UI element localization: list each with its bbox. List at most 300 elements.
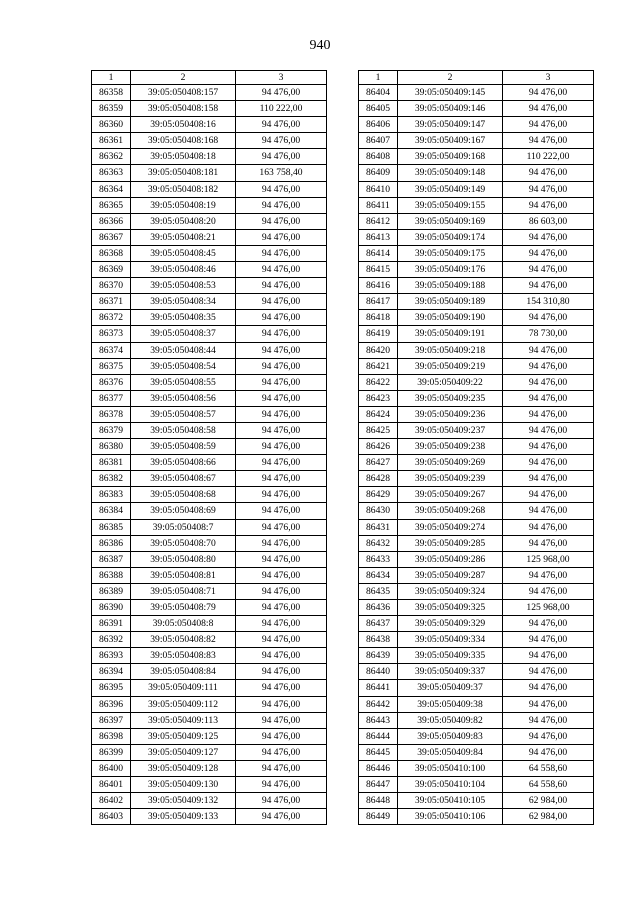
row-number: 86381 bbox=[92, 455, 131, 471]
page-number: 940 bbox=[309, 38, 331, 53]
cadastral-id: 39:05:050408:56 bbox=[131, 390, 236, 406]
cadastral-id: 39:05:050409:155 bbox=[398, 197, 503, 213]
table-row bbox=[359, 471, 594, 487]
cadastral-value: 94 476,00 bbox=[236, 229, 327, 245]
cadastral-value: 94 476,00 bbox=[236, 213, 327, 229]
table-row bbox=[92, 165, 327, 181]
cadastral-id: 39:05:050409:169 bbox=[398, 213, 503, 229]
table-row bbox=[92, 744, 327, 760]
table-row bbox=[92, 487, 327, 503]
cadastral-id: 39:05:050408:157 bbox=[131, 85, 236, 101]
table-row bbox=[92, 696, 327, 712]
table-row bbox=[92, 85, 327, 101]
cadastral-value: 94 476,00 bbox=[236, 197, 327, 213]
cadastral-id: 39:05:050409:148 bbox=[398, 165, 503, 181]
cadastral-id: 39:05:050408:68 bbox=[131, 487, 236, 503]
row-number: 86428 bbox=[359, 471, 398, 487]
cadastral-value: 94 476,00 bbox=[503, 439, 594, 455]
row-number: 86448 bbox=[359, 793, 398, 809]
cadastral-value: 94 476,00 bbox=[503, 117, 594, 133]
cadastral-value: 94 476,00 bbox=[236, 551, 327, 567]
cadastral-value: 94 476,00 bbox=[503, 197, 594, 213]
row-number: 86410 bbox=[359, 181, 398, 197]
cadastral-value: 94 476,00 bbox=[236, 85, 327, 101]
cadastral-id: 39:05:050409:83 bbox=[398, 728, 503, 744]
table-row bbox=[92, 632, 327, 648]
cadastral-id: 39:05:050408:168 bbox=[131, 133, 236, 149]
cadastral-value: 94 476,00 bbox=[503, 245, 594, 261]
table-row bbox=[359, 583, 594, 599]
cadastral-value: 94 476,00 bbox=[236, 374, 327, 390]
row-number: 86361 bbox=[92, 133, 131, 149]
cadastral-id: 39:05:050409:127 bbox=[131, 744, 236, 760]
row-number: 86445 bbox=[359, 744, 398, 760]
cadastral-id: 39:05:050409:237 bbox=[398, 422, 503, 438]
cadastral-value: 94 476,00 bbox=[503, 535, 594, 551]
cadastral-id: 39:05:050408:19 bbox=[131, 197, 236, 213]
cadastral-id: 39:05:050408:158 bbox=[131, 101, 236, 117]
table-row bbox=[92, 503, 327, 519]
row-number: 86432 bbox=[359, 535, 398, 551]
row-number: 86444 bbox=[359, 728, 398, 744]
cadastral-value: 110 222,00 bbox=[236, 101, 327, 117]
table-row bbox=[359, 535, 594, 551]
cadastral-id: 39:05:050409:239 bbox=[398, 471, 503, 487]
row-number: 86383 bbox=[92, 487, 131, 503]
cadastral-id: 39:05:050409:219 bbox=[398, 358, 503, 374]
row-number: 86433 bbox=[359, 551, 398, 567]
table-row bbox=[92, 358, 327, 374]
cadastral-id: 39:05:050408:71 bbox=[131, 583, 236, 599]
cadastral-value: 94 476,00 bbox=[503, 342, 594, 358]
cadastral-id: 39:05:050409:267 bbox=[398, 487, 503, 503]
cadastral-value: 94 476,00 bbox=[503, 632, 594, 648]
cadastral-value: 94 476,00 bbox=[503, 455, 594, 471]
row-number: 86388 bbox=[92, 567, 131, 583]
cadastral-value: 94 476,00 bbox=[503, 728, 594, 744]
cadastral-id: 39:05:050408:58 bbox=[131, 422, 236, 438]
row-number: 86362 bbox=[92, 149, 131, 165]
cadastral-value: 94 476,00 bbox=[503, 422, 594, 438]
cadastral-id: 39:05:050409:235 bbox=[398, 390, 503, 406]
row-number: 86447 bbox=[359, 777, 398, 793]
row-number: 86400 bbox=[92, 760, 131, 776]
table-row bbox=[359, 503, 594, 519]
row-number: 86374 bbox=[92, 342, 131, 358]
cadastral-id: 39:05:050409:174 bbox=[398, 229, 503, 245]
table-row bbox=[92, 213, 327, 229]
row-number: 86405 bbox=[359, 101, 398, 117]
cadastral-value: 94 476,00 bbox=[503, 680, 594, 696]
cadastral-value: 62 984,00 bbox=[503, 809, 594, 825]
table-header-row bbox=[359, 71, 594, 85]
cadastral-id: 39:05:050408:181 bbox=[131, 165, 236, 181]
cadastral-value: 94 476,00 bbox=[236, 422, 327, 438]
cadastral-id: 39:05:050409:238 bbox=[398, 439, 503, 455]
row-number: 86371 bbox=[92, 294, 131, 310]
table-row bbox=[92, 439, 327, 455]
cadastral-value: 94 476,00 bbox=[503, 744, 594, 760]
table-row bbox=[359, 760, 594, 776]
cadastral-id: 39:05:050409:130 bbox=[131, 777, 236, 793]
cadastral-value: 94 476,00 bbox=[236, 294, 327, 310]
cadastral-value: 94 476,00 bbox=[236, 278, 327, 294]
column-header-value: 3 bbox=[236, 71, 327, 85]
cadastral-value: 94 476,00 bbox=[236, 712, 327, 728]
cadastral-id: 39:05:050410:104 bbox=[398, 777, 503, 793]
row-number: 86416 bbox=[359, 278, 398, 294]
table-row bbox=[92, 149, 327, 165]
cadastral-id: 39:05:050408:45 bbox=[131, 245, 236, 261]
row-number: 86404 bbox=[359, 85, 398, 101]
row-number: 86449 bbox=[359, 809, 398, 825]
row-number: 86402 bbox=[92, 793, 131, 809]
table-row bbox=[359, 85, 594, 101]
table-row bbox=[92, 294, 327, 310]
cadastral-id: 39:05:050409:22 bbox=[398, 374, 503, 390]
table-row bbox=[359, 680, 594, 696]
cadastral-value: 94 476,00 bbox=[236, 793, 327, 809]
cadastral-table-left bbox=[91, 70, 327, 825]
cadastral-id: 39:05:050409:132 bbox=[131, 793, 236, 809]
cadastral-value: 94 476,00 bbox=[236, 777, 327, 793]
cadastral-value: 94 476,00 bbox=[236, 503, 327, 519]
cadastral-value: 94 476,00 bbox=[236, 455, 327, 471]
cadastral-id: 39:05:050409:111 bbox=[131, 680, 236, 696]
row-number: 86378 bbox=[92, 406, 131, 422]
table-row bbox=[92, 680, 327, 696]
table-row bbox=[92, 567, 327, 583]
row-number: 86413 bbox=[359, 229, 398, 245]
row-number: 86420 bbox=[359, 342, 398, 358]
table-row bbox=[359, 358, 594, 374]
table-row bbox=[359, 229, 594, 245]
table-row bbox=[359, 744, 594, 760]
row-number: 86437 bbox=[359, 616, 398, 632]
row-number: 86390 bbox=[92, 600, 131, 616]
row-number: 86382 bbox=[92, 471, 131, 487]
cadastral-id: 39:05:050409:269 bbox=[398, 455, 503, 471]
cadastral-value: 110 222,00 bbox=[503, 149, 594, 165]
column-header-value: 3 bbox=[503, 71, 594, 85]
row-number: 86443 bbox=[359, 712, 398, 728]
cadastral-id: 39:05:050408:35 bbox=[131, 310, 236, 326]
table-row bbox=[92, 551, 327, 567]
cadastral-value: 94 476,00 bbox=[503, 358, 594, 374]
table-row bbox=[359, 422, 594, 438]
cadastral-value: 78 730,00 bbox=[503, 326, 594, 342]
table-row bbox=[359, 600, 594, 616]
row-number: 86427 bbox=[359, 455, 398, 471]
table-row bbox=[92, 326, 327, 342]
row-number: 86396 bbox=[92, 696, 131, 712]
table-row bbox=[359, 696, 594, 712]
cadastral-id: 39:05:050408:59 bbox=[131, 439, 236, 455]
row-number: 86372 bbox=[92, 310, 131, 326]
table-row bbox=[92, 117, 327, 133]
cadastral-id: 39:05:050408:83 bbox=[131, 648, 236, 664]
cadastral-value: 94 476,00 bbox=[236, 616, 327, 632]
cadastral-value: 94 476,00 bbox=[236, 583, 327, 599]
row-number: 86399 bbox=[92, 744, 131, 760]
table-row bbox=[359, 133, 594, 149]
table-row bbox=[92, 197, 327, 213]
cadastral-id: 39:05:050409:145 bbox=[398, 85, 503, 101]
row-number: 86436 bbox=[359, 600, 398, 616]
cadastral-id: 39:05:050409:285 bbox=[398, 535, 503, 551]
table-row bbox=[92, 133, 327, 149]
column-header-number: 1 bbox=[92, 71, 131, 85]
cadastral-value: 86 603,00 bbox=[503, 213, 594, 229]
row-number: 86377 bbox=[92, 390, 131, 406]
row-number: 86434 bbox=[359, 567, 398, 583]
cadastral-value: 94 476,00 bbox=[236, 406, 327, 422]
row-number: 86358 bbox=[92, 85, 131, 101]
row-number: 86415 bbox=[359, 262, 398, 278]
table-row bbox=[359, 487, 594, 503]
table-row bbox=[359, 342, 594, 358]
table-row bbox=[92, 406, 327, 422]
cadastral-id: 39:05:050409:84 bbox=[398, 744, 503, 760]
cadastral-value: 125 968,00 bbox=[503, 600, 594, 616]
row-number: 86426 bbox=[359, 439, 398, 455]
table-row bbox=[359, 101, 594, 117]
cadastral-id: 39:05:050408:70 bbox=[131, 535, 236, 551]
table-row bbox=[359, 728, 594, 744]
column-header-cadastral-id: 2 bbox=[131, 71, 236, 85]
cadastral-value: 94 476,00 bbox=[503, 567, 594, 583]
row-number: 86367 bbox=[92, 229, 131, 245]
table-row bbox=[92, 342, 327, 358]
row-number: 86411 bbox=[359, 197, 398, 213]
cadastral-value: 94 476,00 bbox=[236, 149, 327, 165]
table-row bbox=[92, 600, 327, 616]
table-row bbox=[359, 793, 594, 809]
cadastral-id: 39:05:050408:46 bbox=[131, 262, 236, 278]
table-row bbox=[359, 551, 594, 567]
cadastral-value: 94 476,00 bbox=[236, 632, 327, 648]
cadastral-value: 94 476,00 bbox=[503, 696, 594, 712]
table-row bbox=[92, 422, 327, 438]
cadastral-value: 64 558,60 bbox=[503, 777, 594, 793]
row-number: 86407 bbox=[359, 133, 398, 149]
row-number: 86397 bbox=[92, 712, 131, 728]
row-number: 86418 bbox=[359, 310, 398, 326]
row-number: 86366 bbox=[92, 213, 131, 229]
cadastral-value: 94 476,00 bbox=[236, 117, 327, 133]
cadastral-id: 39:05:050409:175 bbox=[398, 245, 503, 261]
table-row bbox=[359, 197, 594, 213]
cadastral-id: 39:05:050409:268 bbox=[398, 503, 503, 519]
row-number: 86384 bbox=[92, 503, 131, 519]
cadastral-value: 94 476,00 bbox=[503, 712, 594, 728]
row-number: 86375 bbox=[92, 358, 131, 374]
cadastral-value: 94 476,00 bbox=[503, 165, 594, 181]
cadastral-id: 39:05:050409:168 bbox=[398, 149, 503, 165]
cadastral-id: 39:05:050408:79 bbox=[131, 600, 236, 616]
cadastral-value: 94 476,00 bbox=[503, 648, 594, 664]
cadastral-value: 94 476,00 bbox=[236, 760, 327, 776]
table-row bbox=[359, 310, 594, 326]
cadastral-id: 39:05:050409:329 bbox=[398, 616, 503, 632]
cadastral-value: 94 476,00 bbox=[236, 342, 327, 358]
cadastral-id: 39:05:050410:105 bbox=[398, 793, 503, 809]
cadastral-id: 39:05:050409:128 bbox=[131, 760, 236, 776]
cadastral-value: 94 476,00 bbox=[236, 181, 327, 197]
cadastral-value: 94 476,00 bbox=[236, 262, 327, 278]
row-number: 86376 bbox=[92, 374, 131, 390]
cadastral-value: 94 476,00 bbox=[236, 487, 327, 503]
row-number: 86386 bbox=[92, 535, 131, 551]
table-row bbox=[359, 648, 594, 664]
row-number: 86385 bbox=[92, 519, 131, 535]
row-number: 86359 bbox=[92, 101, 131, 117]
table-row bbox=[92, 101, 327, 117]
row-number: 86430 bbox=[359, 503, 398, 519]
cadastral-value: 94 476,00 bbox=[236, 390, 327, 406]
cadastral-id: 39:05:050408:55 bbox=[131, 374, 236, 390]
table-row bbox=[359, 455, 594, 471]
cadastral-id: 39:05:050409:38 bbox=[398, 696, 503, 712]
row-number: 86373 bbox=[92, 326, 131, 342]
row-number: 86401 bbox=[92, 777, 131, 793]
row-number: 86408 bbox=[359, 149, 398, 165]
row-number: 86365 bbox=[92, 197, 131, 213]
row-number: 86391 bbox=[92, 616, 131, 632]
row-number: 86438 bbox=[359, 632, 398, 648]
cadastral-id: 39:05:050409:133 bbox=[131, 809, 236, 825]
table-row bbox=[359, 181, 594, 197]
row-number: 86406 bbox=[359, 117, 398, 133]
cadastral-id: 39:05:050409:236 bbox=[398, 406, 503, 422]
row-number: 86363 bbox=[92, 165, 131, 181]
table-row bbox=[359, 567, 594, 583]
cadastral-value: 94 476,00 bbox=[236, 310, 327, 326]
cadastral-id: 39:05:050409:112 bbox=[131, 696, 236, 712]
cadastral-id: 39:05:050408:67 bbox=[131, 471, 236, 487]
cadastral-id: 39:05:050409:188 bbox=[398, 278, 503, 294]
cadastral-value: 94 476,00 bbox=[236, 809, 327, 825]
cadastral-value: 94 476,00 bbox=[503, 133, 594, 149]
table-row bbox=[92, 374, 327, 390]
cadastral-id: 39:05:050409:37 bbox=[398, 680, 503, 696]
cadastral-id: 39:05:050408:7 bbox=[131, 519, 236, 535]
cadastral-value: 64 558,60 bbox=[503, 760, 594, 776]
row-number: 86394 bbox=[92, 664, 131, 680]
cadastral-value: 94 476,00 bbox=[503, 583, 594, 599]
row-number: 86429 bbox=[359, 487, 398, 503]
table-row bbox=[92, 583, 327, 599]
cadastral-table-right bbox=[358, 70, 594, 825]
row-number: 86442 bbox=[359, 696, 398, 712]
cadastral-value: 94 476,00 bbox=[503, 374, 594, 390]
table-row bbox=[92, 390, 327, 406]
table-row bbox=[359, 165, 594, 181]
row-number: 86398 bbox=[92, 728, 131, 744]
row-number: 86422 bbox=[359, 374, 398, 390]
row-number: 86421 bbox=[359, 358, 398, 374]
cadastral-value: 163 758,40 bbox=[236, 165, 327, 181]
row-number: 86431 bbox=[359, 519, 398, 535]
row-number: 86379 bbox=[92, 422, 131, 438]
table-row bbox=[92, 455, 327, 471]
cadastral-id: 39:05:050408:53 bbox=[131, 278, 236, 294]
cadastral-value: 62 984,00 bbox=[503, 793, 594, 809]
cadastral-value: 94 476,00 bbox=[236, 358, 327, 374]
table-row bbox=[359, 213, 594, 229]
table-row bbox=[359, 390, 594, 406]
cadastral-value: 94 476,00 bbox=[503, 101, 594, 117]
cadastral-id: 39:05:050409:334 bbox=[398, 632, 503, 648]
table-row bbox=[92, 245, 327, 261]
table-row bbox=[359, 117, 594, 133]
row-number: 86395 bbox=[92, 680, 131, 696]
cadastral-value: 94 476,00 bbox=[503, 229, 594, 245]
row-number: 86387 bbox=[92, 551, 131, 567]
table-row bbox=[359, 616, 594, 632]
cadastral-id: 39:05:050408:37 bbox=[131, 326, 236, 342]
row-number: 86414 bbox=[359, 245, 398, 261]
table-row bbox=[359, 777, 594, 793]
cadastral-value: 94 476,00 bbox=[503, 406, 594, 422]
table-row bbox=[359, 245, 594, 261]
table-row bbox=[92, 519, 327, 535]
cadastral-value: 94 476,00 bbox=[503, 471, 594, 487]
table-row bbox=[92, 777, 327, 793]
cadastral-id: 39:05:050409:190 bbox=[398, 310, 503, 326]
cadastral-id: 39:05:050409:274 bbox=[398, 519, 503, 535]
row-number: 86392 bbox=[92, 632, 131, 648]
cadastral-value: 94 476,00 bbox=[503, 487, 594, 503]
cadastral-value: 94 476,00 bbox=[503, 262, 594, 278]
cadastral-id: 39:05:050409:82 bbox=[398, 712, 503, 728]
table-row bbox=[359, 326, 594, 342]
cadastral-value: 94 476,00 bbox=[503, 181, 594, 197]
table-row bbox=[359, 439, 594, 455]
row-number: 86417 bbox=[359, 294, 398, 310]
cadastral-value: 94 476,00 bbox=[236, 696, 327, 712]
cadastral-id: 39:05:050408:16 bbox=[131, 117, 236, 133]
table-row bbox=[92, 793, 327, 809]
table-row bbox=[359, 664, 594, 680]
cadastral-id: 39:05:050409:335 bbox=[398, 648, 503, 664]
table-row bbox=[92, 229, 327, 245]
row-number: 86389 bbox=[92, 583, 131, 599]
cadastral-value: 94 476,00 bbox=[236, 133, 327, 149]
row-number: 86403 bbox=[92, 809, 131, 825]
cadastral-id: 39:05:050409:287 bbox=[398, 567, 503, 583]
table-row bbox=[359, 519, 594, 535]
row-number: 86368 bbox=[92, 245, 131, 261]
cadastral-value: 94 476,00 bbox=[236, 567, 327, 583]
cadastral-id: 39:05:050408:21 bbox=[131, 229, 236, 245]
column-header-number: 1 bbox=[359, 71, 398, 85]
cadastral-value: 94 476,00 bbox=[236, 600, 327, 616]
row-number: 86435 bbox=[359, 583, 398, 599]
cadastral-value: 94 476,00 bbox=[503, 278, 594, 294]
cadastral-id: 39:05:050408:80 bbox=[131, 551, 236, 567]
row-number: 86425 bbox=[359, 422, 398, 438]
cadastral-value: 94 476,00 bbox=[236, 744, 327, 760]
cadastral-value: 94 476,00 bbox=[236, 648, 327, 664]
table-row bbox=[359, 294, 594, 310]
table-row bbox=[92, 648, 327, 664]
cadastral-id: 39:05:050409:176 bbox=[398, 262, 503, 278]
table-row bbox=[92, 760, 327, 776]
table-row bbox=[92, 471, 327, 487]
cadastral-id: 39:05:050408:182 bbox=[131, 181, 236, 197]
table-row bbox=[92, 535, 327, 551]
